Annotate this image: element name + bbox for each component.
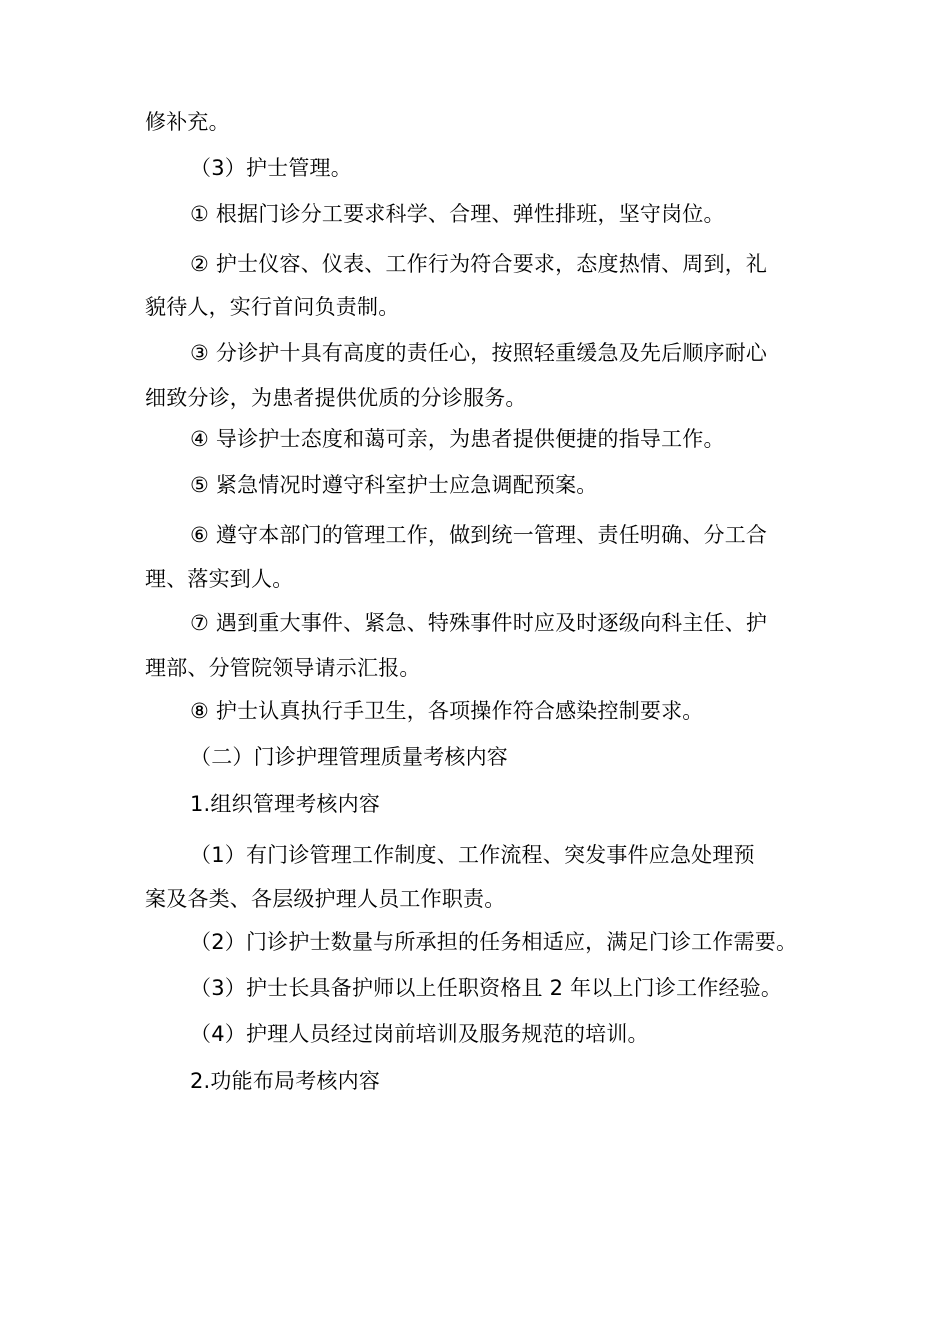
criteria-item-1: （1）有门诊管理工作制度、工作流程、突发事件应急处理预 bbox=[190, 843, 755, 867]
criteria-item-1-continued: 案及各类、各层级护理人员工作职责。 bbox=[145, 887, 506, 911]
subsection-heading-organization: 1.组织管理考核内容 bbox=[190, 792, 381, 816]
list-item-3: ③ 分诊护十具有高度的责任心，按照轻重缓急及先后顺序耐心 bbox=[190, 341, 768, 365]
list-item-1: ① 根据门诊分工要求科学、合理、弹性排班，坚守岗位。 bbox=[190, 202, 725, 226]
paragraph-line: 修补充。 bbox=[145, 110, 230, 134]
list-item-7-continued: 理部、分管院领导请示汇报。 bbox=[145, 656, 421, 680]
list-item-5: ⑤ 紧急情况时遵守科室护士应急调配预案。 bbox=[190, 473, 598, 497]
list-item-2-continued: 貌待人，实行首问负责制。 bbox=[145, 295, 400, 319]
list-item-8: ⑧ 护士认真执行手卫生，各项操作符合感染控制要求。 bbox=[190, 699, 704, 723]
section-heading-quality-assessment: （二）门诊护理管理质量考核内容 bbox=[190, 745, 508, 769]
criteria-item-3: （3）护士长具备护师以上任职资格且 2 年以上门诊工作经验。 bbox=[190, 976, 783, 1000]
section-heading-nurse-management: （3）护士管理。 bbox=[190, 156, 352, 180]
list-item-6: ⑥ 遵守本部门的管理工作，做到统一管理、责任明确、分工合 bbox=[190, 523, 768, 547]
criteria-item-2: （2）门诊护士数量与所承担的任务相适应，满足门诊工作需要。 bbox=[190, 930, 798, 954]
list-item-4: ④ 导诊护士态度和蔼可亲，为患者提供便捷的指导工作。 bbox=[190, 427, 725, 451]
subsection-heading-layout: 2.功能布局考核内容 bbox=[190, 1069, 381, 1093]
list-item-2: ② 护士仪容、仪表、工作行为符合要求，态度热情、周到，礼 bbox=[190, 252, 768, 276]
criteria-item-4: （4）护理人员经过岗前培训及服务规范的培训。 bbox=[190, 1022, 649, 1046]
list-item-3-continued: 细致分诊，为患者提供优质的分诊服务。 bbox=[145, 386, 527, 410]
list-item-6-continued: 理、落实到人。 bbox=[145, 567, 294, 591]
list-item-7: ⑦ 遇到重大事件、紧急、特殊事件时应及时逐级向科主任、护 bbox=[190, 611, 768, 635]
